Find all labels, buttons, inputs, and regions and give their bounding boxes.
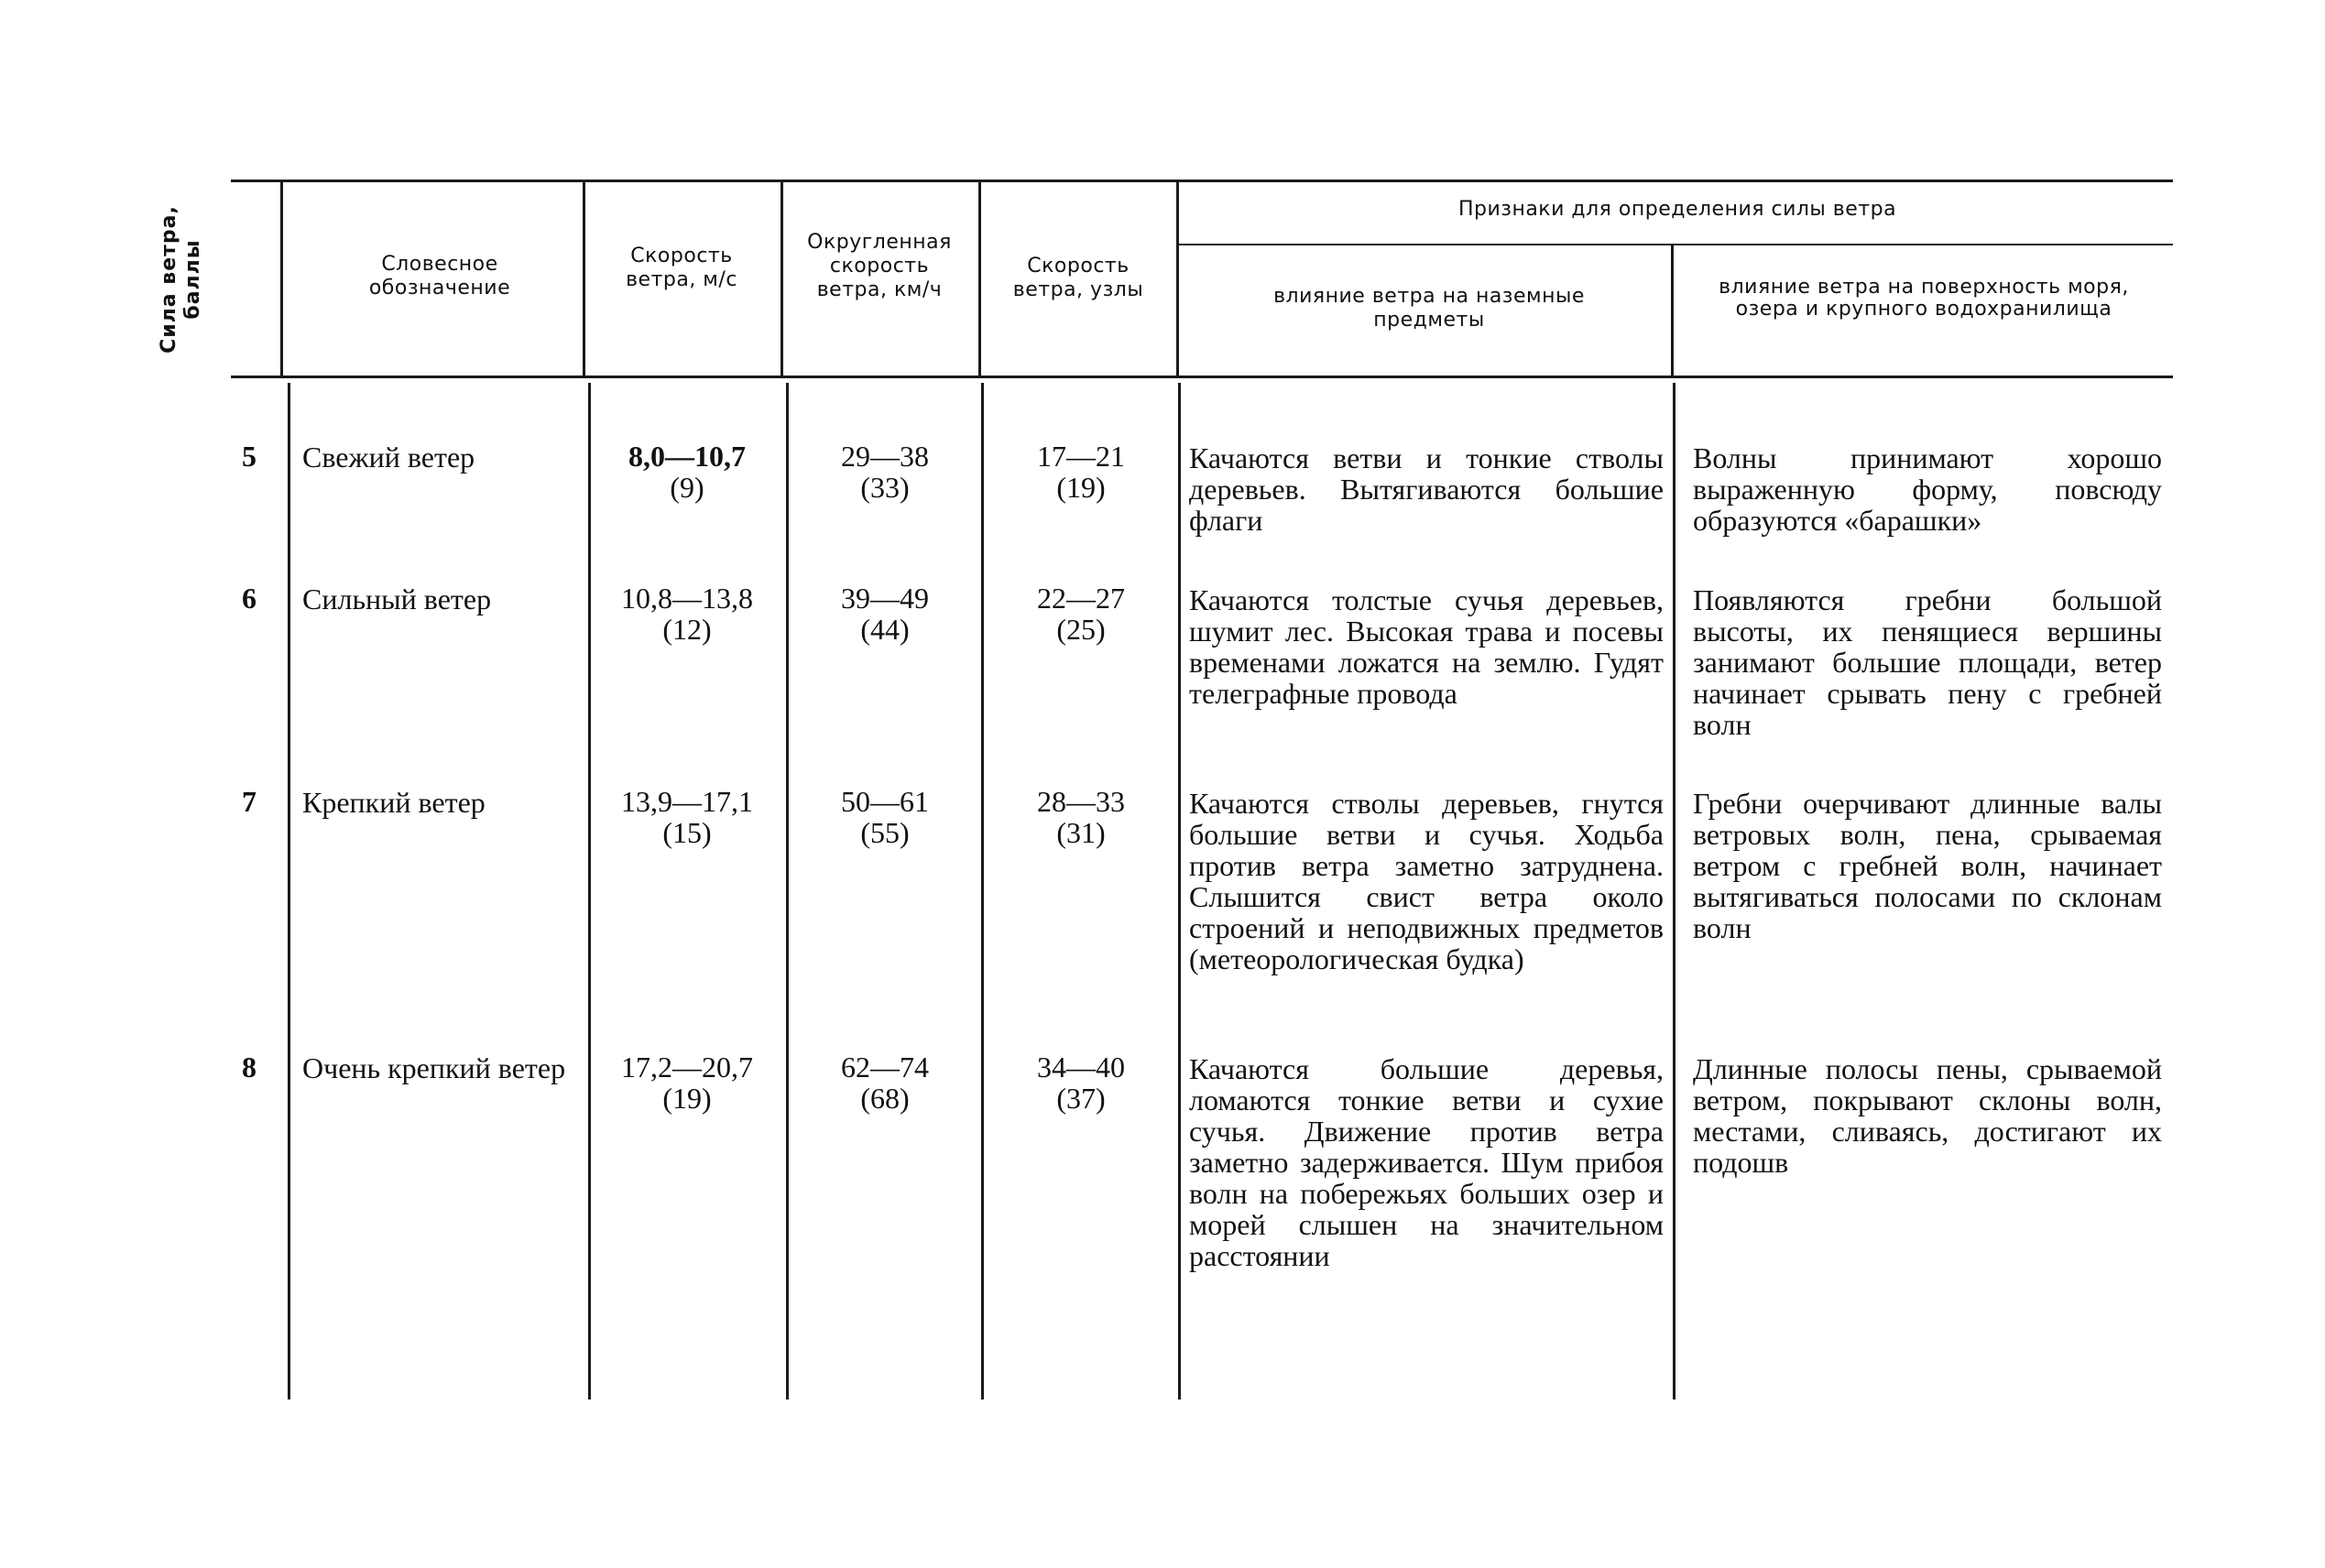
header-sea-effect: влияние ветра на поверхность моря, озера и крупного водохранилища (1719, 276, 2129, 321)
knots-range: 17—21 (1037, 440, 1125, 473)
row-name: Свежий ветер (302, 441, 475, 474)
knots-range: 28—33 (1037, 785, 1125, 818)
knots-range: 22—27 (1037, 582, 1125, 615)
row-name: Крепкий ветер (302, 786, 486, 819)
speed-kmh-range: 39—49 (841, 582, 929, 615)
header-col-divider-5 (1176, 182, 1179, 376)
row-speed-ms (595, 583, 779, 645)
row-speed-kmh (793, 441, 977, 503)
row-sea-effect: Гребни очерчивают длинные валы ветровых волн, пена, срываемая ветром с гребней волн, начинает вытягиваться полосами по склонам волн (1693, 787, 2162, 944)
speed-ms-range: 10,8—13,8 (621, 582, 753, 615)
row-sea-effect: Появляются гребни большой высоты, их пенящиеся вершины занимают большие площади, ветер начинает срывать пену с гребней волн (1693, 583, 2162, 741)
knots-range: 34—40 (1037, 1051, 1125, 1083)
speed-kmh-average: (44) (860, 613, 910, 646)
speed-ms-range: 17,2—20,7 (621, 1051, 753, 1083)
row-force: 7 (242, 785, 257, 818)
row-speed-knots (989, 583, 1173, 645)
speed-ms-average: (12) (662, 613, 712, 646)
signs-divider-rule (1178, 244, 2173, 245)
row-land-effect: Качаются большие деревья, ломаются тонкие ветви и сухие сучья. Движение против ветра заметно задерживается. Шум прибоя волн на побережьях больших озер и морей слышен на значительном расстоянии (1189, 1052, 1664, 1272)
body-col-divider-4 (981, 383, 984, 1399)
row-land-effect: Качаются стволы деревьев, гнутся большие ветви и сучья. Ходьба против ветра заметно затруднена. Слышится свист ветра около строений и неподвижных предметов (метеорологическая будка) (1189, 787, 1664, 975)
row-speed-kmh (793, 786, 977, 848)
knots-average: (31) (1056, 816, 1106, 849)
body-col-divider-5 (1178, 383, 1181, 1399)
header-signs: Признаки для определения силы ветра (1457, 198, 1897, 221)
speed-kmh-average: (33) (860, 471, 910, 504)
header-land-effect: влияние ветра на наземные предметы (1273, 285, 1585, 332)
row-name: Очень крепкий ветер (302, 1051, 566, 1084)
row-sea-effect: Длинные полосы пены, срываемой ветром, покрывают склоны волн, местами, сливаясь, достигают их подошв (1693, 1052, 2162, 1179)
row-land-effect: Качаются толстые сучья деревьев, шумит лес. Высокая трава и посевы временами ложатся на землю. Гудят телеграфные провода (1189, 583, 1664, 710)
row-speed-ms (595, 1051, 779, 1114)
knots-average: (37) (1056, 1082, 1106, 1115)
speed-ms-range: 8,0—10,7 (628, 440, 746, 473)
row-speed-knots (989, 1051, 1173, 1114)
header-col-divider-1 (280, 182, 283, 376)
speed-kmh-range: 62—74 (841, 1051, 929, 1083)
table-top-rule (231, 180, 2173, 182)
speed-ms-average: (9) (670, 471, 704, 504)
body-col-divider-1 (288, 383, 290, 1399)
row-speed-knots (989, 441, 1173, 503)
header-speed-ms: Скорость ветра, м/с (626, 245, 737, 291)
header-col-divider-6 (1671, 245, 1674, 376)
row-speed-ms (595, 786, 779, 848)
row-land-effect: Качаются ветви и тонкие стволы деревьев. Вытягиваются большие флаги (1189, 441, 1664, 537)
speed-kmh-average: (68) (860, 1082, 910, 1115)
knots-average: (19) (1056, 471, 1106, 504)
header-speed-kmh: Округленная скорость ветра, км/ч (807, 231, 952, 301)
header-wind-force: Сила ветра, баллы (158, 205, 204, 354)
speed-ms-average: (15) (662, 816, 712, 849)
knots-average: (25) (1056, 613, 1106, 646)
body-col-divider-2 (588, 383, 591, 1399)
speed-ms-range: 13,9—17,1 (621, 785, 753, 818)
row-speed-ms (595, 441, 779, 503)
row-force: 5 (242, 440, 257, 473)
header-col-divider-4 (978, 182, 981, 376)
speed-ms-average: (19) (662, 1082, 712, 1115)
header-col-divider-3 (780, 182, 783, 376)
row-force: 8 (242, 1051, 257, 1083)
body-col-divider-6 (1673, 383, 1676, 1399)
row-force: 6 (242, 582, 257, 615)
speed-kmh-average: (55) (860, 816, 910, 849)
row-speed-knots (989, 786, 1173, 848)
body-col-divider-3 (786, 383, 789, 1399)
speed-kmh-range: 50—61 (841, 785, 929, 818)
row-speed-kmh (793, 1051, 977, 1114)
row-speed-kmh (793, 583, 977, 645)
header-name: Словесное обозначение (368, 253, 511, 299)
row-name: Сильный ветер (302, 583, 492, 615)
header-bottom-rule (231, 376, 2173, 378)
header-speed-knots: Скорость ветра, узлы (1012, 255, 1144, 301)
row-sea-effect: Волны принимают хорошо выраженную форму, повсюду образуются «барашки» (1693, 441, 2162, 537)
speed-kmh-range: 29—38 (841, 440, 929, 473)
header-col-divider-2 (583, 182, 585, 376)
